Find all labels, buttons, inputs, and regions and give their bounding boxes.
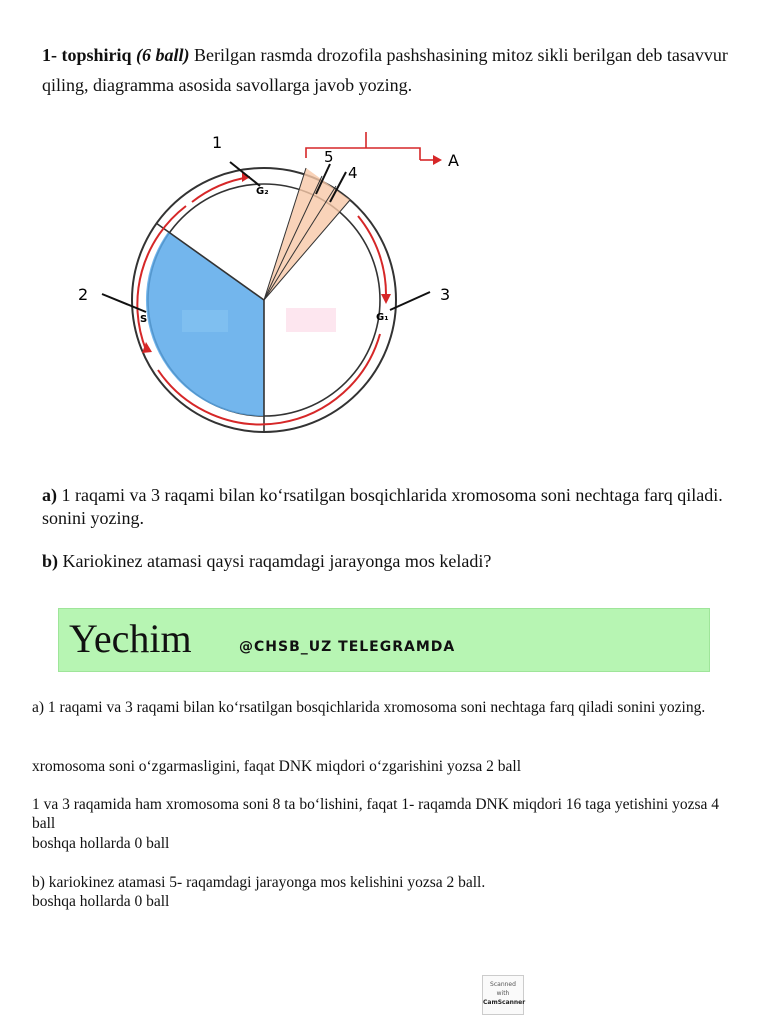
label-3: 3 [440, 285, 451, 304]
label-5: 5 [324, 148, 334, 166]
question-b [42, 550, 742, 573]
answer-paragraph-4: boshqa hollarda 0 ball [32, 835, 170, 852]
question-a-label: a) [42, 485, 57, 505]
g1-phase-label: G₁ [376, 312, 389, 323]
answer-paragraph-5: b) kariokinez atamasi 5- raqamdagi jarayonga mos kelishini yozsa 2 ball. [32, 874, 486, 891]
banner-title: Yechim [69, 616, 192, 661]
scanned-with-text: Scanned with [490, 981, 516, 997]
answer-paragraph-6: boshqa hollarda 0 ball [32, 893, 170, 910]
banner-telegram-tag: @CHSB_UZ TELEGRAMDA [239, 639, 456, 655]
answer-paragraph-1: a) 1 raqami va 3 raqami bilan ko‘rsatilgan bosqichlarida xromosoma soni nechtaga farq qiladi sonini yozing. [32, 699, 706, 716]
label-2: 2 [78, 285, 89, 304]
question-b-text: Kariokinez atamasi qaysi raqamdagi jarayonga mos keladi? [62, 551, 492, 571]
g2-phase-label: G₂ [256, 186, 269, 197]
task-text: Berilgan rasmda drozofila pashshasining mitoz sikli berilgan deb tasavvur qiling, diagramma asosida savollarga javob yozing. [42, 45, 728, 95]
camscanner-text: CamScanner [483, 999, 526, 1006]
label-a: A [448, 151, 459, 170]
cell-cycle-diagram [60, 120, 500, 440]
solution-banner [58, 608, 710, 672]
task-points: (6 ball) [136, 45, 190, 65]
question-b-label: b) [42, 551, 59, 571]
blue-highlight [182, 310, 228, 332]
answer-paragraph-3: 1 va 3 raqamida ham xromosoma soni 8 ta bo‘lishini, faqat 1- raqamda DNK miqdori 16 taga yetishini yozsa 4 ball [32, 796, 720, 832]
label-4: 4 [348, 164, 358, 182]
task-number: 1- topshiriq [42, 45, 132, 65]
question-a [42, 484, 742, 530]
answer-paragraph-2: xromosoma soni o‘zgarmasligini, faqat DNK miqdori o‘zgarishini yozsa 2 ball [32, 758, 522, 775]
question-a-text: 1 raqami va 3 raqami bilan ko‘rsatilgan bosqichlarida xromosoma soni nechtaga farq qiladi. sonini yozing. [42, 485, 723, 528]
arrow-a-head [433, 155, 442, 165]
task-statement [42, 40, 742, 100]
label-1: 1 [212, 133, 223, 152]
s-phase-label: S [140, 314, 148, 325]
camscanner-logo [482, 975, 524, 1015]
pink-highlight [286, 308, 336, 332]
